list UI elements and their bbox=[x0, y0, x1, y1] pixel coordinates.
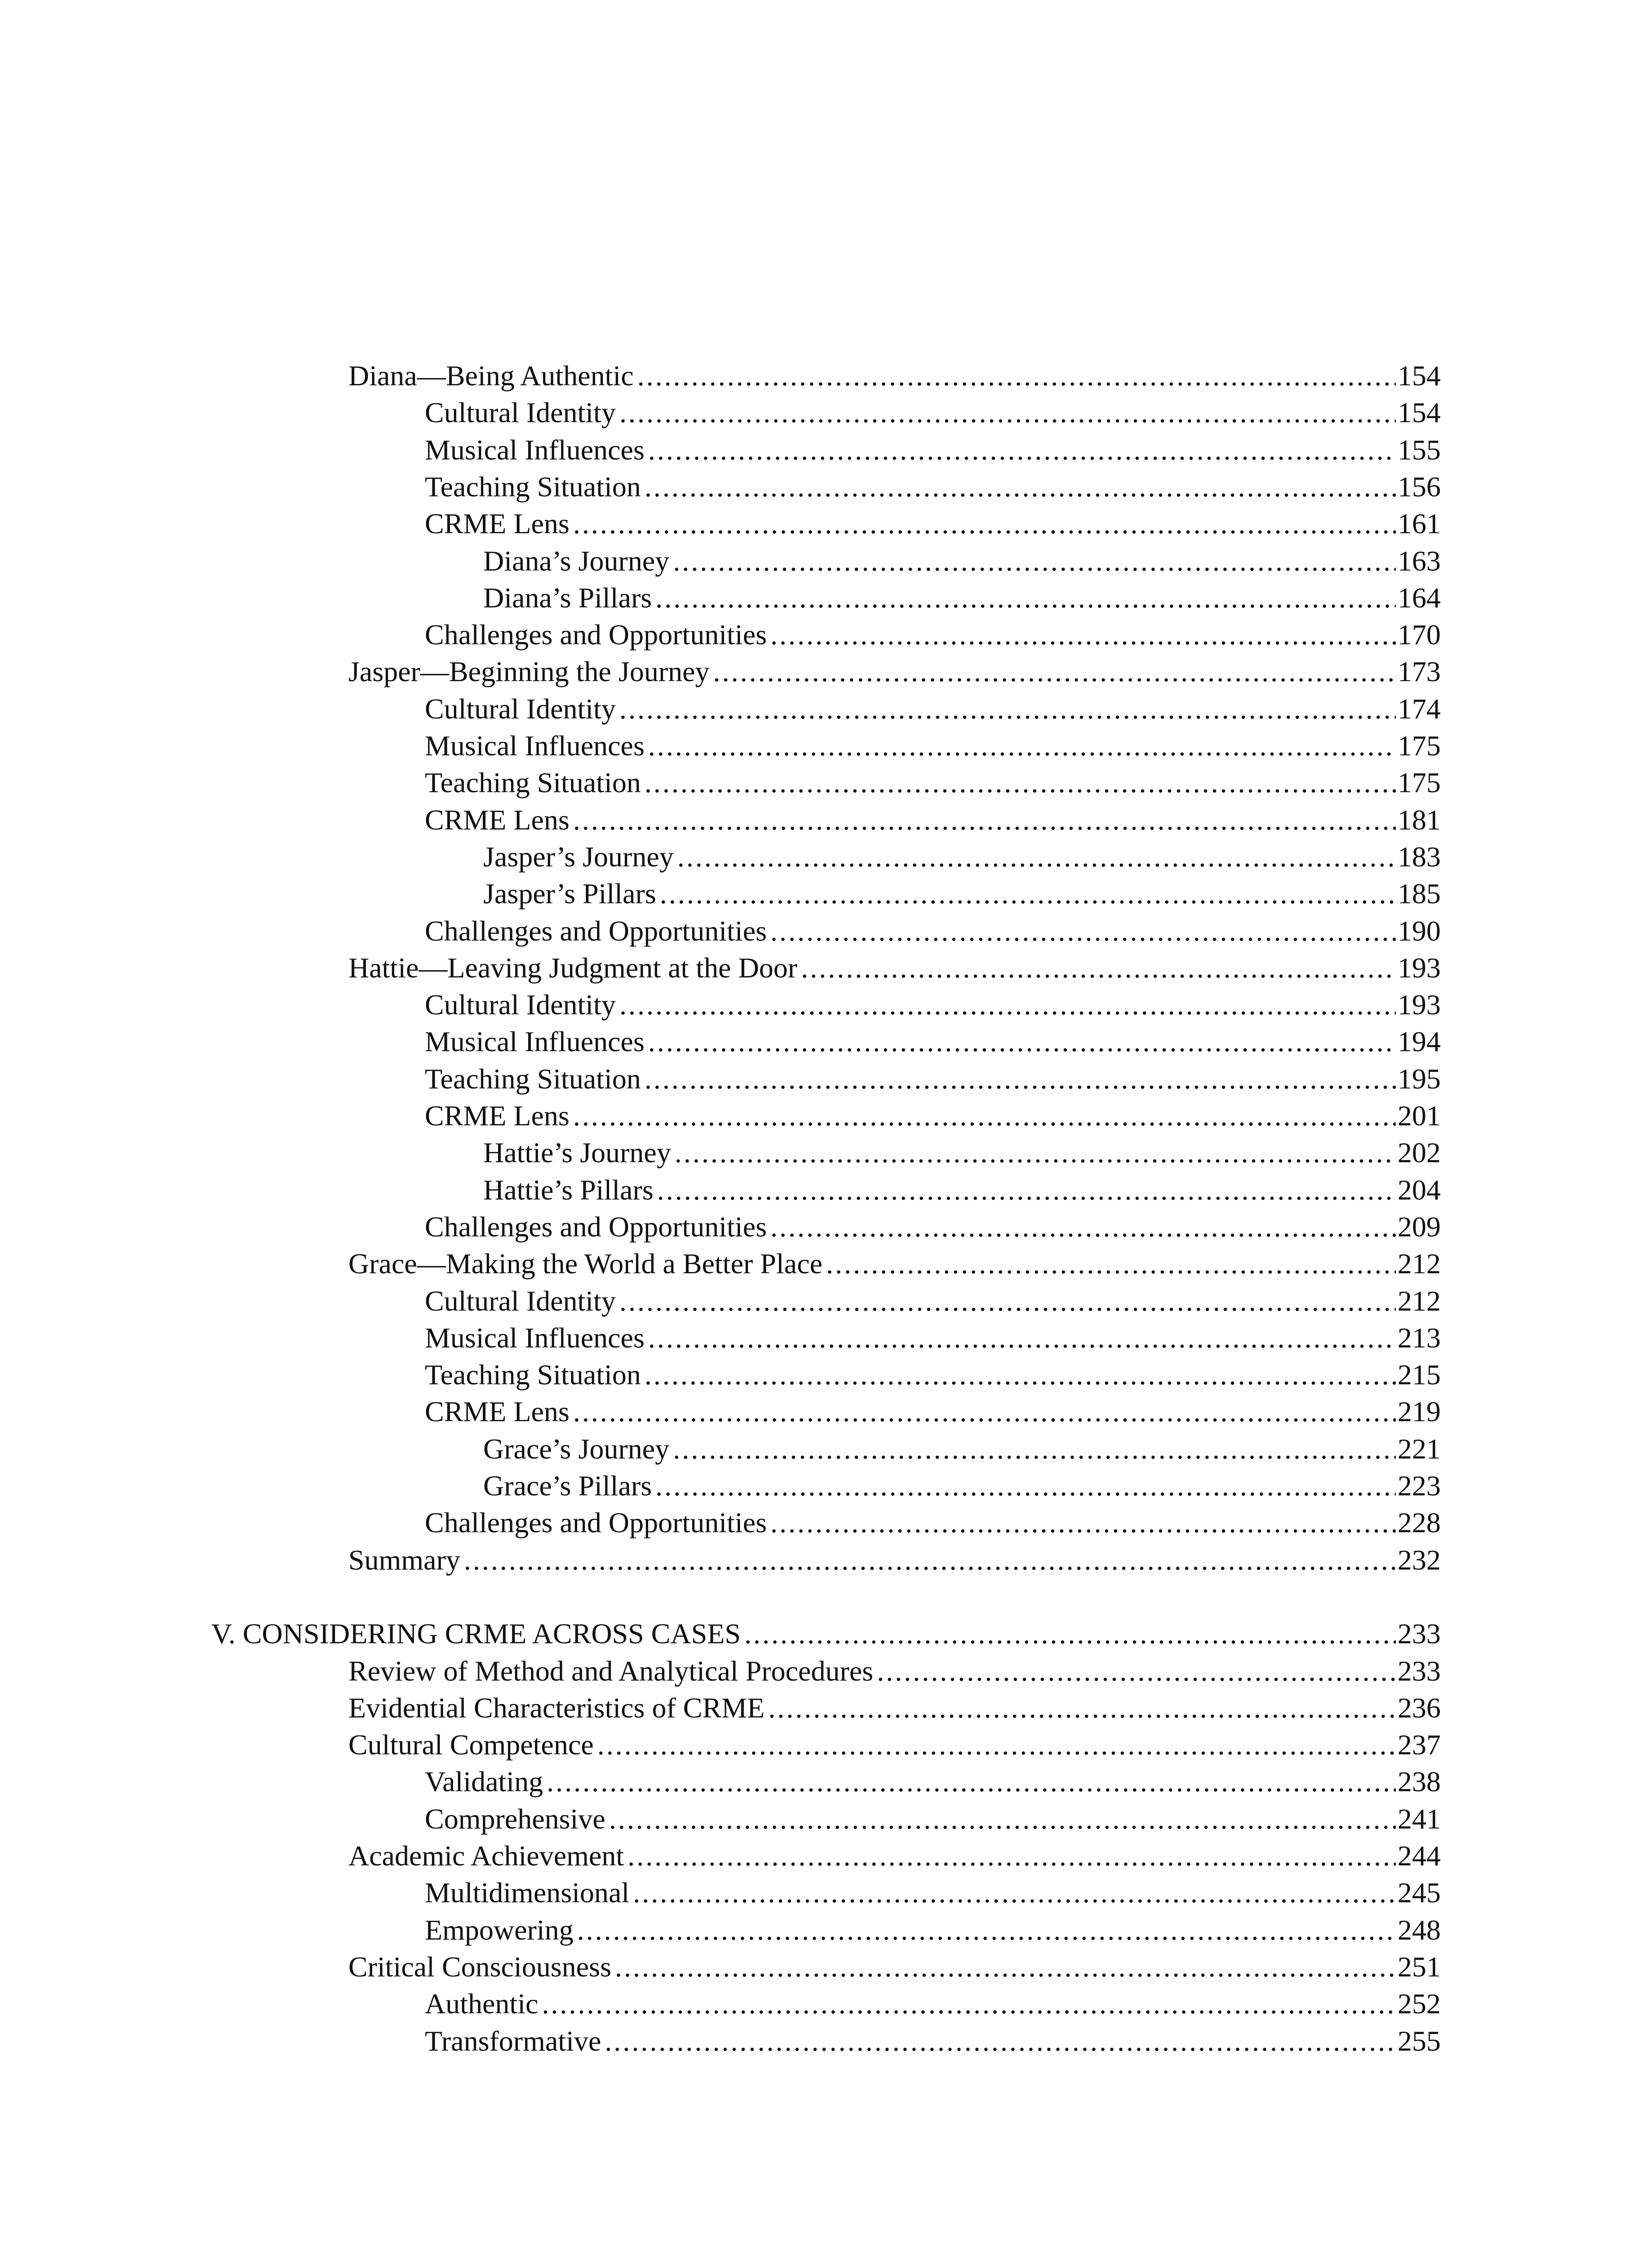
dot-leader bbox=[655, 1467, 1396, 1504]
toc-entry-label: Teaching Situation bbox=[425, 1359, 641, 1391]
dot-leader bbox=[877, 1653, 1396, 1690]
dot-leader bbox=[770, 913, 1396, 950]
toc-entry-label: Critical Consciousness bbox=[348, 1950, 611, 1983]
toc-entry-page-number: 248 bbox=[1398, 1913, 1441, 1946]
dot-leader bbox=[573, 802, 1396, 839]
toc-entry bbox=[425, 468, 1441, 505]
toc-entry-label: CRME Lens bbox=[425, 508, 570, 540]
toc-entry bbox=[425, 505, 1441, 542]
toc-entry-page-number: 190 bbox=[1398, 914, 1441, 947]
toc-entry bbox=[425, 1985, 1441, 2022]
toc-entry bbox=[425, 1209, 1441, 1245]
dot-leader bbox=[826, 1245, 1396, 1282]
toc-entry-page-number: 212 bbox=[1398, 1285, 1441, 1317]
toc-entry-label: Grace’s Journey bbox=[483, 1432, 670, 1465]
toc-entry-label: Transformative bbox=[425, 2025, 601, 2057]
dot-leader bbox=[648, 727, 1396, 764]
toc-entry-page-number: 221 bbox=[1398, 1432, 1441, 1465]
toc-entry-page-number: 233 bbox=[1398, 1618, 1441, 1650]
toc-entry bbox=[425, 1763, 1441, 1800]
toc-entry-label: Evidential Characteristics of CRME bbox=[348, 1691, 765, 1724]
toc-entry bbox=[483, 875, 1441, 912]
toc-entry-label: Cultural Identity bbox=[425, 989, 616, 1021]
dot-leader bbox=[573, 1097, 1396, 1134]
toc-entry-page-number: 195 bbox=[1398, 1062, 1441, 1095]
dot-leader bbox=[645, 468, 1396, 505]
toc-entry bbox=[348, 1245, 1441, 1282]
dot-leader bbox=[655, 580, 1396, 616]
toc-entry-label: Academic Achievement bbox=[348, 1840, 624, 1872]
toc-entry bbox=[425, 1356, 1441, 1393]
dot-leader bbox=[660, 875, 1396, 912]
toc-entry-page-number: 213 bbox=[1398, 1321, 1441, 1354]
toc-entry-label: Hattie’s Pillars bbox=[483, 1173, 654, 1206]
dot-leader bbox=[573, 505, 1396, 542]
toc-entry-page-number: 252 bbox=[1398, 1988, 1441, 2020]
toc-entry bbox=[425, 727, 1441, 764]
toc-entry bbox=[425, 1801, 1441, 1838]
toc-entry bbox=[425, 1320, 1441, 1356]
toc-entry bbox=[348, 1949, 1441, 1985]
dot-leader bbox=[619, 1283, 1396, 1320]
toc-entry bbox=[425, 432, 1441, 468]
toc-entry-label: CRME Lens bbox=[425, 1396, 570, 1428]
toc-entry-page-number: 181 bbox=[1398, 803, 1441, 836]
toc-entry-page-number: 185 bbox=[1398, 878, 1441, 910]
toc-entry bbox=[425, 691, 1441, 727]
toc-entry-label: Musical Influences bbox=[425, 433, 645, 466]
toc-entry-label: Cultural Identity bbox=[425, 397, 616, 429]
toc-entry-label: Challenges and Opportunities bbox=[425, 619, 767, 651]
toc-entry-page-number: 164 bbox=[1398, 581, 1441, 614]
dot-leader bbox=[619, 394, 1396, 431]
toc-entry-label: Authentic bbox=[425, 1988, 539, 2020]
toc-entry-page-number: 170 bbox=[1398, 619, 1441, 651]
dot-leader bbox=[801, 950, 1396, 986]
toc-entry-page-number: 174 bbox=[1398, 692, 1441, 725]
toc-entry-page-number: 183 bbox=[1398, 840, 1441, 873]
toc-entry bbox=[348, 357, 1441, 394]
toc-entry-page-number: 244 bbox=[1398, 1840, 1441, 1872]
toc-entry bbox=[425, 2023, 1441, 2060]
dot-leader bbox=[770, 1504, 1396, 1541]
toc-entry-label: Grace’s Pillars bbox=[483, 1470, 652, 1502]
toc-entry bbox=[425, 1023, 1441, 1060]
dot-leader bbox=[673, 543, 1396, 580]
toc-entry-page-number: 156 bbox=[1398, 470, 1441, 503]
toc-entry bbox=[348, 653, 1441, 690]
toc-entry bbox=[425, 764, 1441, 801]
toc-entry-page-number: 241 bbox=[1398, 1802, 1441, 1835]
toc-entry-label: Summary bbox=[348, 1543, 460, 1576]
toc-entry bbox=[483, 543, 1441, 580]
dot-leader bbox=[597, 1726, 1396, 1763]
dot-leader bbox=[619, 986, 1396, 1023]
toc-entry-page-number: 163 bbox=[1398, 544, 1441, 577]
dot-leader bbox=[645, 1061, 1396, 1097]
toc-entry-page-number: 245 bbox=[1398, 1877, 1441, 1909]
toc-entry-label: Hattie—Leaving Judgment at the Door bbox=[348, 951, 797, 984]
toc-entry bbox=[425, 1912, 1441, 1949]
toc-entry-page-number: 219 bbox=[1398, 1396, 1441, 1428]
toc-entry-label: Review of Method and Analytical Procedures bbox=[348, 1655, 873, 1687]
dot-leader bbox=[573, 1393, 1396, 1430]
toc-entry-label: Musical Influences bbox=[425, 1026, 645, 1058]
toc-entry bbox=[348, 1542, 1441, 1579]
toc-entry bbox=[483, 1134, 1441, 1171]
toc-entry-label: Jasper’s Journey bbox=[483, 840, 674, 873]
toc-entry-label: Multidimensional bbox=[425, 1877, 630, 1909]
toc-entry bbox=[348, 1690, 1441, 1726]
toc-entry-label: Diana—Being Authentic bbox=[348, 360, 634, 392]
toc-entry bbox=[483, 1172, 1441, 1209]
toc-entry-label: Challenges and Opportunities bbox=[425, 1210, 767, 1243]
toc-entry-label: Hattie’s Journey bbox=[483, 1137, 671, 1169]
toc-entry-label: Teaching Situation bbox=[425, 1062, 641, 1095]
toc-entry-page-number: 161 bbox=[1398, 508, 1441, 540]
toc-entry-page-number: 202 bbox=[1398, 1137, 1441, 1169]
dot-leader bbox=[768, 1690, 1396, 1726]
toc-entry bbox=[483, 1467, 1441, 1504]
dot-leader bbox=[770, 1209, 1396, 1245]
toc-entry-page-number: 175 bbox=[1398, 730, 1441, 762]
toc-entry bbox=[483, 580, 1441, 616]
toc-entry bbox=[425, 1283, 1441, 1320]
toc-entry-page-number: 201 bbox=[1398, 1100, 1441, 1132]
dot-leader bbox=[637, 357, 1396, 394]
toc-entry-label: Jasper—Beginning the Journey bbox=[348, 656, 710, 688]
toc-entry-label: CRME Lens bbox=[425, 803, 570, 836]
dot-leader bbox=[609, 1801, 1396, 1838]
toc-entry bbox=[425, 1393, 1441, 1430]
toc-entry-label: Cultural Identity bbox=[425, 1285, 616, 1317]
dot-leader bbox=[648, 432, 1396, 468]
toc-entry-label: Musical Influences bbox=[425, 730, 645, 762]
toc-entry-label: CRME Lens bbox=[425, 1100, 570, 1132]
toc-entry bbox=[483, 1431, 1441, 1467]
dot-leader bbox=[648, 1320, 1396, 1356]
toc-entry-label: Teaching Situation bbox=[425, 470, 641, 503]
toc-entry bbox=[425, 1061, 1441, 1097]
toc-entry-label: Cultural Competence bbox=[348, 1729, 594, 1761]
toc-entry-label: Diana’s Pillars bbox=[483, 581, 652, 614]
dot-leader bbox=[675, 1134, 1396, 1171]
toc-entry bbox=[425, 802, 1441, 839]
dot-leader bbox=[645, 764, 1396, 801]
toc-entry-page-number: 212 bbox=[1398, 1248, 1441, 1280]
dot-leader bbox=[648, 1023, 1396, 1060]
toc-entry-label: Cultural Identity bbox=[425, 692, 616, 725]
toc-entry-label: V. CONSIDERING CRME ACROSS CASES bbox=[211, 1618, 741, 1650]
toc-entry-page-number: 223 bbox=[1398, 1470, 1441, 1502]
dot-leader bbox=[577, 1912, 1396, 1949]
toc-entry bbox=[425, 913, 1441, 950]
toc-entry-page-number: 251 bbox=[1398, 1950, 1441, 1983]
toc-entry-label: Challenges and Opportunities bbox=[425, 914, 767, 947]
toc-entry-label: Jasper’s Pillars bbox=[483, 878, 656, 910]
toc-entry-label: Empowering bbox=[425, 1913, 574, 1946]
dot-leader bbox=[633, 1874, 1396, 1911]
toc-entry-page-number: 255 bbox=[1398, 2025, 1441, 2057]
toc-entry bbox=[483, 839, 1441, 875]
toc-entry-page-number: 154 bbox=[1398, 360, 1441, 392]
dot-leader bbox=[770, 616, 1396, 653]
toc-entry-page-number: 215 bbox=[1398, 1359, 1441, 1391]
toc-entry-page-number: 237 bbox=[1398, 1729, 1441, 1761]
toc-entry bbox=[348, 1726, 1441, 1763]
dot-leader bbox=[615, 1949, 1396, 1985]
toc-entry-label: Teaching Situation bbox=[425, 767, 641, 799]
toc-entry-label: Grace—Making the World a Better Place bbox=[348, 1248, 823, 1280]
toc-entry bbox=[348, 1653, 1441, 1690]
toc-entry bbox=[348, 950, 1441, 986]
toc-entry-page-number: 228 bbox=[1398, 1507, 1441, 1539]
dot-leader bbox=[677, 839, 1396, 875]
toc-entry bbox=[425, 394, 1441, 431]
dot-leader bbox=[619, 691, 1396, 727]
toc-entry-page-number: 238 bbox=[1398, 1766, 1441, 1798]
toc-entry-page-number: 193 bbox=[1398, 951, 1441, 984]
toc-entry-page-number: 175 bbox=[1398, 767, 1441, 799]
toc-entry-page-number: 193 bbox=[1398, 989, 1441, 1021]
dot-leader bbox=[464, 1542, 1396, 1579]
toc-entry bbox=[425, 1874, 1441, 1911]
toc-entry bbox=[425, 616, 1441, 653]
toc-entry-page-number: 173 bbox=[1398, 656, 1441, 688]
toc-entry-page-number: 204 bbox=[1398, 1173, 1441, 1206]
toc-entry bbox=[425, 1504, 1441, 1541]
dot-leader bbox=[673, 1431, 1396, 1467]
dot-leader bbox=[744, 1615, 1396, 1652]
toc-chapter-entry bbox=[211, 1615, 1441, 1652]
toc-entry bbox=[425, 1097, 1441, 1134]
toc-entry-page-number: 155 bbox=[1398, 433, 1441, 466]
toc-entry-page-number: 233 bbox=[1398, 1655, 1441, 1687]
toc-entry-label: Validating bbox=[425, 1766, 543, 1798]
dot-leader bbox=[547, 1763, 1396, 1800]
toc-entry-page-number: 209 bbox=[1398, 1210, 1441, 1243]
dot-leader bbox=[628, 1838, 1396, 1874]
toc-entry-label: Musical Influences bbox=[425, 1321, 645, 1354]
toc-entry-label: Diana’s Journey bbox=[483, 544, 670, 577]
dot-leader bbox=[657, 1172, 1396, 1209]
toc-entry-page-number: 232 bbox=[1398, 1543, 1441, 1576]
toc-entry-page-number: 236 bbox=[1398, 1691, 1441, 1724]
toc-entry-page-number: 194 bbox=[1398, 1026, 1441, 1058]
toc-entry bbox=[348, 1838, 1441, 1874]
toc-entry-page-number: 154 bbox=[1398, 397, 1441, 429]
dot-leader bbox=[605, 2023, 1396, 2060]
dot-leader bbox=[645, 1356, 1396, 1393]
dot-leader bbox=[713, 653, 1396, 690]
toc-entry bbox=[425, 986, 1441, 1023]
toc-entry-label: Challenges and Opportunities bbox=[425, 1507, 767, 1539]
dot-leader bbox=[542, 1985, 1396, 2022]
toc-entry-label: Comprehensive bbox=[425, 1802, 606, 1835]
